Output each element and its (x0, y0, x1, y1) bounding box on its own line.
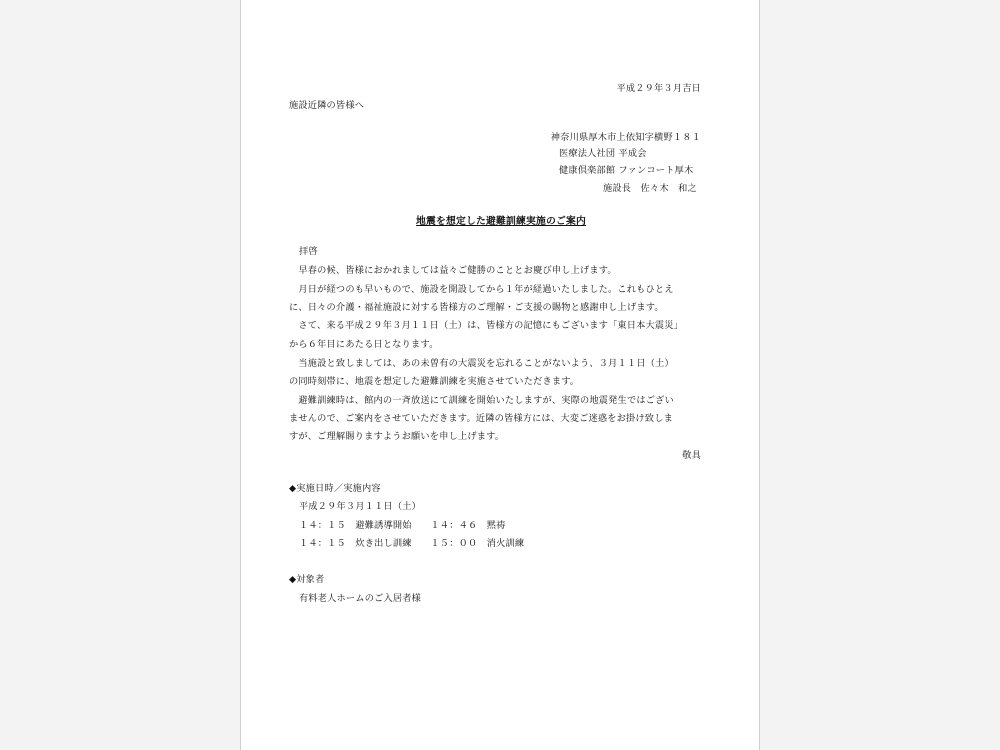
body-line: 拝啓 (299, 246, 318, 257)
body-line: 当施設と致しましては、あの未曽有の大震災を忘れることがないよう、３月１１日（土） (289, 358, 674, 369)
body-line: 早春の候、皆様におかれましては益々ご健勝のこととお慶び申し上げます。 (289, 265, 617, 276)
sender-address: 神奈川県厚木市上依知字横野１８１ (550, 132, 701, 143)
schedule-row: １４：１５ 避難誘導開始 １４：４６ 黙祷 (299, 520, 506, 531)
body-line: の同時刻帯に、地震を想定した避難訓練を実施させていただきます。 (289, 376, 580, 387)
letter-closing: 敬具 (682, 450, 701, 461)
body-line: 月日が経つのも早いもので、施設を開設してから１年が経過いたしました。これもひとえ (289, 284, 674, 295)
document-page (240, 0, 760, 750)
body-line: ませんので、ご案内をさせていただきます。近隣の皆様方には、大変ご迷惑をお掛け致しま (289, 413, 673, 424)
letter-title-text: 地震を想定した避難訓練実施のご案内 (416, 216, 586, 227)
body-line: から６年目にあたる日となります。 (289, 339, 439, 350)
sender-corporation: 医療法人社団 平成会 (559, 148, 647, 159)
schedule-row: １４：１５ 炊き出し訓練 １５：００ 消火訓練 (299, 538, 525, 549)
body-line: に、日々の介護・福祉施設に対する皆様方のご理解・ご支援の賜物と感謝申し上げます。 (289, 302, 664, 313)
body-line: すが、ご理解賜りますようお願いを申し上げます。 (289, 431, 505, 442)
target-heading: ◆対象者 (289, 574, 325, 585)
letter-addressee: 施設近隣の皆様へ (289, 100, 365, 111)
schedule-date: 平成２９年３月１１日（土） (299, 501, 422, 512)
body-line: さて、来る平成２９年３月１１日（土）は、皆様方の記憶にもございます「東日本大震災」 (289, 320, 684, 331)
target-value: 有料老人ホームのご入居者様 (299, 593, 422, 604)
letter-title (241, 213, 761, 227)
sender-facility: 健康倶楽部館 ファンコート厚木 (559, 165, 694, 176)
sender-director: 施設長 佐々木 和之 (603, 183, 697, 194)
body-line: 避難訓練時は、館内の一斉放送にて訓練を開始いたしますが、実際の地震発生ではござい (289, 395, 674, 406)
letter-date: 平成２９年３月吉日 (616, 83, 701, 94)
schedule-heading: ◆実施日時／実施内容 (289, 483, 381, 494)
